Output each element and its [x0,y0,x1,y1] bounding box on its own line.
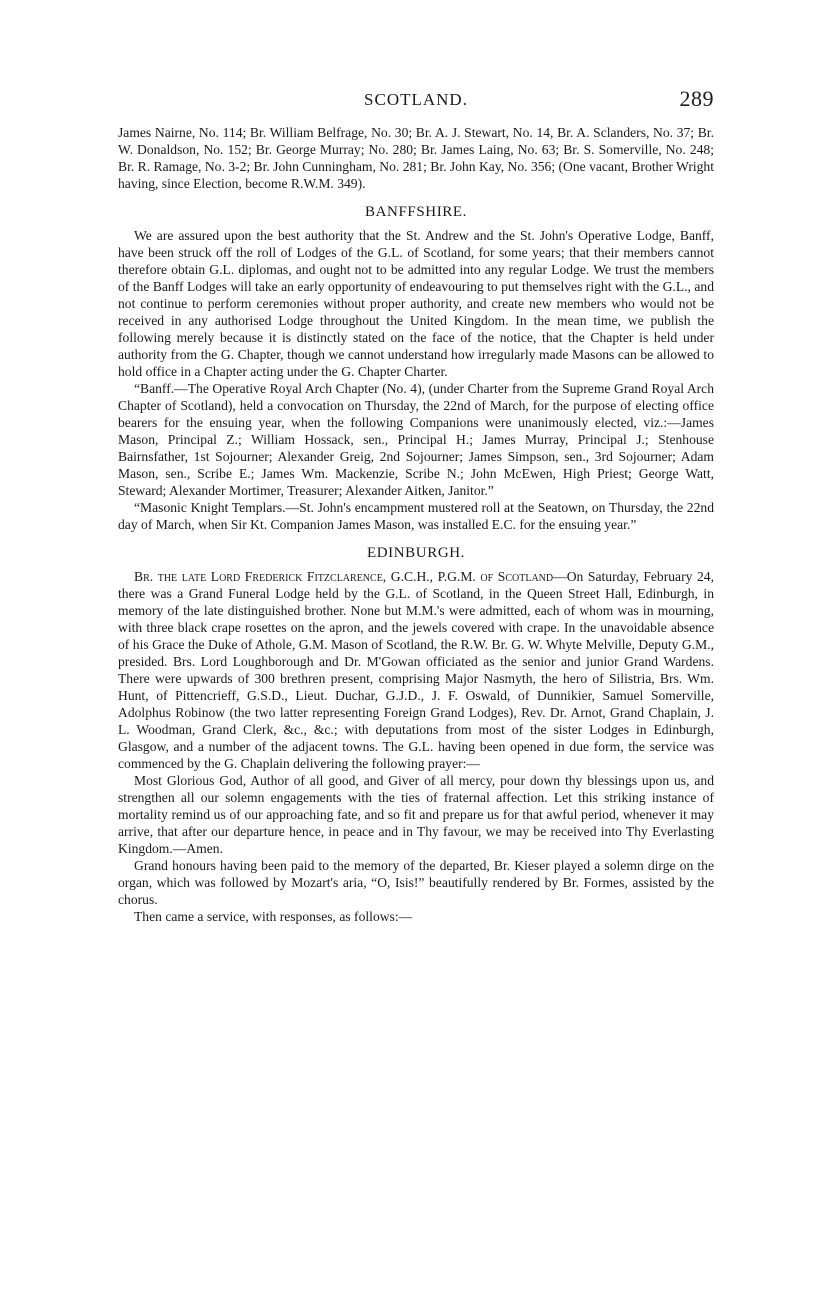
prayer-paragraph: Most Glorious God, Author of all good, and Giver of all mercy, pour down thy blessings upon us, and strengthen all our solemn engagements with the ties of fraternal affection. Let this striking instance of mortality remind us of our approaching fate, and so fit and prepare us for that awful period, whenever it may arrive, that after our departure hence, in peace and in Thy favour, we may be received into Thy Everlasting Kingdom.—Amen. [118,773,714,856]
edinburgh-paragraph-1 [118,568,714,772]
edinburgh-paragraph-3: Grand honours having been paid to the memory of the departed, Br. Kieser played a solemn dirge on the organ, which was followed by Mozart's aria, “O, Isis!” beautifully rendered by Br. Formes, assisted by the chorus. [118,858,714,907]
article-body [118,124,714,925]
page-number: 289 [679,86,714,111]
banffshire-paragraph-2: “Banff.—The Operative Royal Arch Chapter (No. 4), (under Charter from the Supreme Grand Royal Arch Chapter of Scotland), held a convocation on Thursday, the 22nd of March, for the purpose of electing office bearers for the ensuing year, when the following Companions were unanimously elected, viz.:—James Mason, Principal Z.; William Hossack, sen., Principal H.; James Murray, Principal J.; Stenhouse Bairnsfather, 1st Sojourner; Alexander Greig, 2nd Sojourner; James Simpson, sen., 3rd Sojourner; Adam Mason, sen., Scribe E.; James Wm. Mackenzie, Scribe N.; John McEwen, High Priest; George Watt, Steward; Alexander Mortimer, Treasurer; Alexander Aitken, Janitor.” [118,381,714,498]
edinburgh-paragraph-1-text: —On Saturday, February 24, there was a Grand Funeral Lodge held by the G.L. of Scotland, in the Queen Street Hall, Edinburgh, in memory of the late distinguished brother. None but M.M.'s were admitted, each of whom was in mourning, with three black crape rosettes on the apron, and the jewels covered with crape. In the unavoidable absence of his Grace the Duke of Athole, G.M. Mason of Scotland, the R.W. Br. G. W. Whyte Melville, Deputy G.M., presided. Brs. Lord Loughborough and Dr. M'Gowan officiated as the senior and junior Grand Wardens. There were upwards of 300 brethren present, comprising Major Nasmyth, the hero of Silistria, Brs. Wm. Hunt, of Pittencrieff, G.S.D., Lieut. Duchar, G.J.D., J. F. Oswald, of Dunnikier, Samuel Somerville, Adolphus Robinow (the two latter representing Foreign Grand Lodges), Rev. Dr. Arnot, Grand Chaplain, J. L. Woodman, Grand Clerk, &c., &c.; with deputations from most of the sister Lodges in Edinburgh, Glasgow, and a number of the adjacent towns. The G.L. having been opened in due form, the service was commenced by the G. Chaplain delivering the following prayer:— [118,569,714,771]
edinburgh-paragraph-4: Then came a service, with responses, as follows:— [134,909,413,924]
running-head [118,88,714,112]
banffshire-paragraph-1: We are assured upon the best authority that the St. Andrew and the St. John's Operative Lodge, Banff, have been struck off the roll of Lodges of the G.L. of Scotland, for some years; that their members cannot therefore obtain G.L. diplomas, and ought not to be admitted into any regular Lodge. We trust the members of the Banff Lodges will take an early opportunity of endeavouring to put themselves right with the G.L., and not continue to perform ceremonies without proper authority, and create new members who would not be received in any authorised Lodge throughout the United Kingdom. In the mean time, we publish the following merely because it is distinctly stated on the face of the notice, that the Chapter is held under authority from the G. Chapter, though we cannot understand how irregularly made Masons can be allowed to hold office in a Chapter acting under the G. Chapter Charter. [118,228,714,379]
running-title: SCOTLAND. [364,90,468,109]
section-heading-edinburgh: EDINBURGH. [366,545,466,561]
intro-paragraph: James Nairne, No. 114; Br. William Belfrage, No. 30; Br. A. J. Stewart, No. 14, Br. A. Sclanders, No. 37; Br. W. Donaldson, No. 152; Br. George Murray; No. 280; Br. James Laing, No. 63; Br. S. Somerville, No. 248; Br. R. Ramage, No. 3-2; Br. John Cunningham, No. 281; Br. John Kay, No. 356; (One vacant, Brother Wright having, since Election, become R.W.M. 349). [118,125,715,191]
section-heading-banffshire: BANFFSHIRE. [364,204,468,220]
edinburgh-lead-in: Br. the late Lord Frederick Fitzclarence, G.C.H., P.G.M. of Scotland [134,569,554,584]
banffshire-paragraph-3: “Masonic Knight Templars.—St. John's encampment mustered roll at the Seatown, on Thursday, the 22nd day of March, when Sir Kt. Companion James Mason, was installed E.C. for the ensuing year.” [118,500,714,532]
